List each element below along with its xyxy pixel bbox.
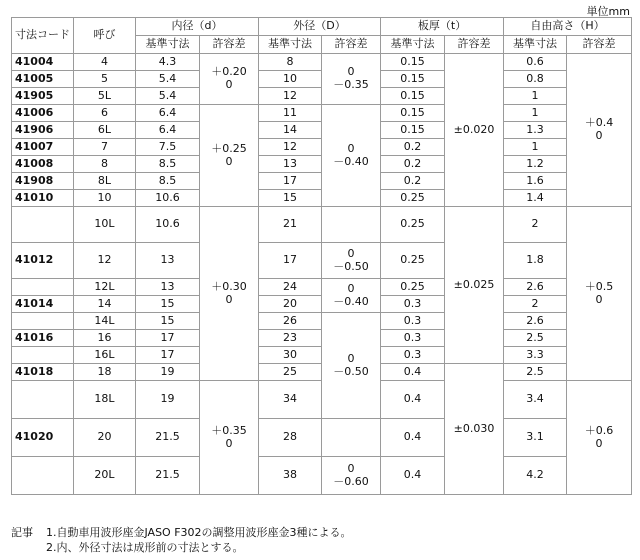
- cell-outer-std: 17: [259, 243, 322, 279]
- cell-yobi: 14L: [74, 313, 136, 330]
- cell-code: [12, 457, 74, 495]
- table-row: [12, 419, 632, 457]
- cell-outer-tol: 0 －0.35: [322, 54, 381, 105]
- cell-code: 41905: [12, 88, 74, 105]
- cell-height-std: 2.5: [504, 364, 567, 381]
- table-body: [12, 54, 632, 495]
- cell-yobi: 10: [74, 190, 136, 207]
- cell-inner-std: 13: [136, 243, 200, 279]
- cell-outer-std: 23: [259, 330, 322, 347]
- cell-code: 41906: [12, 122, 74, 139]
- cell-code: 41908: [12, 173, 74, 190]
- cell-code: 41012: [12, 243, 74, 279]
- cell-height-std: 0.8: [504, 71, 567, 88]
- cell-code: 41014: [12, 296, 74, 313]
- cell-outer-std: 17: [259, 173, 322, 190]
- cell-outer-std: 25: [259, 364, 322, 381]
- cell-height-std: 3.4: [504, 381, 567, 419]
- cell-inner-std: 15: [136, 296, 200, 313]
- cell-thickness-std: 0.15: [381, 71, 445, 88]
- cell-yobi: 5: [74, 71, 136, 88]
- header-std: 基準寸法: [504, 36, 567, 54]
- cell-thickness-std: 0.3: [381, 296, 445, 313]
- cell-outer-std: 21: [259, 207, 322, 243]
- cell-thickness-std: 0.15: [381, 54, 445, 71]
- header-code: 寸法コード: [12, 18, 74, 54]
- cell-inner-std: 6.4: [136, 122, 200, 139]
- cell-outer-std: 34: [259, 381, 322, 419]
- cell-height-std: 2.5: [504, 330, 567, 347]
- cell-height-std: 2: [504, 296, 567, 313]
- header-tol: 許容差: [322, 36, 381, 54]
- cell-inner-std: 10.6: [136, 190, 200, 207]
- cell-inner-std: 4.3: [136, 54, 200, 71]
- header-outer: 外径（D）: [259, 18, 381, 36]
- cell-outer-tol: [322, 419, 381, 457]
- cell-code: [12, 207, 74, 243]
- cell-outer-std: 11: [259, 105, 322, 122]
- header-yobi: 呼び: [74, 18, 136, 54]
- cell-height-tol: ＋0.5 0: [567, 207, 632, 381]
- cell-outer-std: 15: [259, 190, 322, 207]
- cell-thickness-std: 0.15: [381, 105, 445, 122]
- cell-yobi: 8L: [74, 173, 136, 190]
- cell-outer-std: 12: [259, 88, 322, 105]
- cell-code: 41018: [12, 364, 74, 381]
- cell-thickness-std: 0.4: [381, 457, 445, 495]
- cell-inner-std: 19: [136, 381, 200, 419]
- cell-yobi: 8: [74, 156, 136, 173]
- cell-code: 41008: [12, 156, 74, 173]
- cell-inner-tol: ＋0.25 0: [200, 105, 259, 207]
- cell-height-std: 1.2: [504, 156, 567, 173]
- cell-inner-std: 17: [136, 330, 200, 347]
- header-height: 自由高さ（H）: [504, 18, 632, 36]
- cell-inner-std: 19: [136, 364, 200, 381]
- unit-label: 単位mm: [586, 5, 630, 18]
- cell-outer-std: 13: [259, 156, 322, 173]
- cell-inner-std: 17: [136, 347, 200, 364]
- cell-height-tol: ＋0.4 0: [567, 54, 632, 207]
- cell-outer-tol: 0 －0.50: [322, 243, 381, 279]
- cell-thickness-std: 0.4: [381, 364, 445, 381]
- cell-outer-std: 20: [259, 296, 322, 313]
- cell-inner-std: 8.5: [136, 173, 200, 190]
- cell-outer-tol: [322, 207, 381, 243]
- header-inner: 内径（d）: [136, 18, 259, 36]
- cell-outer-std: 14: [259, 122, 322, 139]
- cell-inner-std: 21.5: [136, 419, 200, 457]
- cell-thickness-std: 0.3: [381, 330, 445, 347]
- cell-inner-std: 8.5: [136, 156, 200, 173]
- header-tol: 許容差: [445, 36, 504, 54]
- cell-thickness-std: 0.2: [381, 156, 445, 173]
- cell-thickness-std: 0.4: [381, 419, 445, 457]
- cell-height-std: 0.6: [504, 54, 567, 71]
- washer-spec-table: [11, 17, 632, 495]
- cell-height-std: 1.8: [504, 243, 567, 279]
- header-thickness: 板厚（t）: [381, 18, 504, 36]
- cell-code: [12, 313, 74, 330]
- cell-inner-std: 6.4: [136, 105, 200, 122]
- cell-outer-tol: 0 －0.50: [322, 313, 381, 419]
- cell-yobi: 6: [74, 105, 136, 122]
- cell-inner-std: 10.6: [136, 207, 200, 243]
- header-std: 基準寸法: [259, 36, 322, 54]
- cell-code: 41005: [12, 71, 74, 88]
- cell-code: 41007: [12, 139, 74, 156]
- cell-inner-tol: ＋0.30 0: [200, 207, 259, 381]
- cell-thickness-std: 0.25: [381, 279, 445, 296]
- cell-yobi: 18: [74, 364, 136, 381]
- cell-thickness-std: 0.2: [381, 139, 445, 156]
- cell-code: 41006: [12, 105, 74, 122]
- cell-thickness-std: 0.15: [381, 122, 445, 139]
- cell-height-std: 1.3: [504, 122, 567, 139]
- cell-thickness-std: 0.4: [381, 381, 445, 419]
- cell-thickness-std: 0.25: [381, 190, 445, 207]
- cell-thickness-std: 0.15: [381, 88, 445, 105]
- table-row: [12, 243, 632, 279]
- cell-thickness-std: 0.3: [381, 313, 445, 330]
- cell-height-std: 1.6: [504, 173, 567, 190]
- cell-outer-std: 38: [259, 457, 322, 495]
- cell-code: 41020: [12, 419, 74, 457]
- cell-inner-std: 7.5: [136, 139, 200, 156]
- cell-yobi: 14: [74, 296, 136, 313]
- cell-yobi: 10L: [74, 207, 136, 243]
- cell-thickness-std: 0.3: [381, 347, 445, 364]
- header-std: 基準寸法: [381, 36, 445, 54]
- cell-yobi: 7: [74, 139, 136, 156]
- cell-height-std: 1: [504, 139, 567, 156]
- table-row: [12, 105, 632, 122]
- header-tol: 許容差: [200, 36, 259, 54]
- table-row: [12, 279, 632, 296]
- notes-lead: 記事: [11, 526, 33, 539]
- cell-thickness-std: 0.2: [381, 173, 445, 190]
- cell-yobi: 5L: [74, 88, 136, 105]
- cell-thickness-tol: ±0.025: [445, 207, 504, 364]
- cell-inner-std: 15: [136, 313, 200, 330]
- cell-code: [12, 347, 74, 364]
- header-std: 基準寸法: [136, 36, 200, 54]
- cell-height-std: 2.6: [504, 279, 567, 296]
- cell-inner-tol: ＋0.20 0: [200, 54, 259, 105]
- cell-inner-std: 5.4: [136, 71, 200, 88]
- cell-thickness-std: 0.25: [381, 207, 445, 243]
- cell-height-std: 4.2: [504, 457, 567, 495]
- cell-thickness-std: 0.25: [381, 243, 445, 279]
- cell-outer-std: 30: [259, 347, 322, 364]
- cell-yobi: 16: [74, 330, 136, 347]
- cell-height-tol: ＋0.6 0: [567, 381, 632, 495]
- cell-outer-std: 8: [259, 54, 322, 71]
- cell-code: 41010: [12, 190, 74, 207]
- cell-yobi: 16L: [74, 347, 136, 364]
- cell-inner-std: 13: [136, 279, 200, 296]
- cell-height-std: 1: [504, 105, 567, 122]
- cell-yobi: 6L: [74, 122, 136, 139]
- cell-code: [12, 279, 74, 296]
- cell-thickness-tol: ±0.030: [445, 364, 504, 495]
- cell-inner-std: 5.4: [136, 88, 200, 105]
- cell-outer-std: 24: [259, 279, 322, 296]
- table-row: [12, 54, 632, 71]
- cell-outer-tol: 0 －0.60: [322, 457, 381, 495]
- cell-outer-std: 12: [259, 139, 322, 156]
- cell-height-std: 1.4: [504, 190, 567, 207]
- cell-outer-std: 10: [259, 71, 322, 88]
- cell-code: 41004: [12, 54, 74, 71]
- cell-yobi: 20L: [74, 457, 136, 495]
- cell-yobi: 12L: [74, 279, 136, 296]
- cell-height-std: 1: [504, 88, 567, 105]
- cell-code: [12, 381, 74, 419]
- cell-height-std: 3.3: [504, 347, 567, 364]
- cell-inner-tol: ＋0.35 0: [200, 381, 259, 495]
- cell-outer-tol: 0 －0.40: [322, 279, 381, 313]
- table-row: [12, 457, 632, 495]
- cell-outer-std: 28: [259, 419, 322, 457]
- table-row: [12, 207, 632, 243]
- cell-height-std: 3.1: [504, 419, 567, 457]
- cell-height-std: 2: [504, 207, 567, 243]
- cell-thickness-tol: ±0.020: [445, 54, 504, 207]
- cell-outer-std: 26: [259, 313, 322, 330]
- cell-height-std: 2.6: [504, 313, 567, 330]
- header-tol: 許容差: [567, 36, 632, 54]
- cell-code: 41016: [12, 330, 74, 347]
- notes: [11, 525, 352, 555]
- cell-outer-tol: 0 －0.40: [322, 105, 381, 207]
- cell-inner-std: 21.5: [136, 457, 200, 495]
- cell-yobi: 18L: [74, 381, 136, 419]
- cell-yobi: 20: [74, 419, 136, 457]
- note-1: 1.自動車用波形座金JASO F302の調整用波形座金3種による。: [46, 526, 352, 539]
- cell-yobi: 12: [74, 243, 136, 279]
- note-2: 2.内、外径寸法は成形前の寸法とする。: [46, 541, 244, 554]
- cell-yobi: 4: [74, 54, 136, 71]
- table-row: [12, 313, 632, 330]
